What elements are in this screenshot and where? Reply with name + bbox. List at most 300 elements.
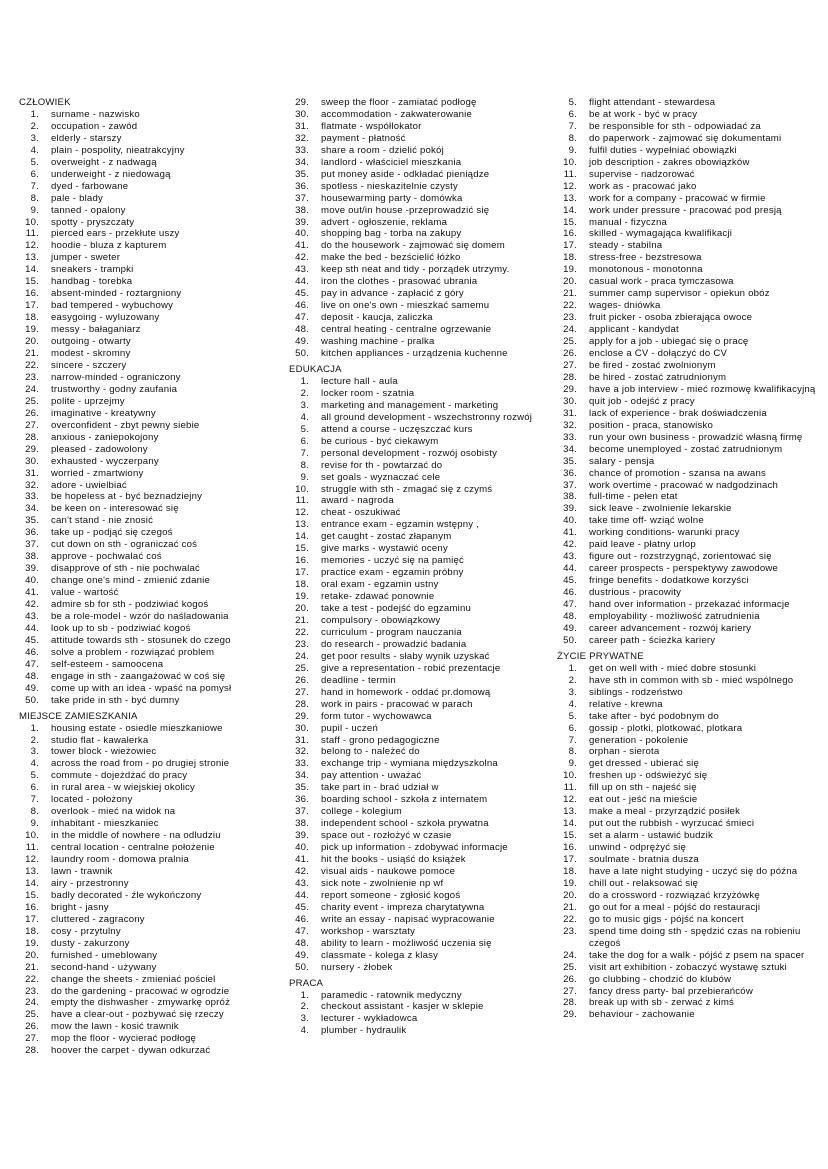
item-text: have a late night studying - uczyć się do późna [589, 866, 798, 877]
item-number: 37. [25, 539, 39, 551]
list-item [557, 408, 819, 420]
item-number: 42. [295, 252, 309, 264]
item-number: 37. [295, 192, 309, 204]
list-item [289, 806, 551, 818]
item-text: hoover the carpet - dywan odkurzać [51, 1045, 211, 1057]
list-item [19, 854, 281, 866]
item-text: fulfil duties - wypełniać obowiązki [589, 144, 737, 156]
item-number: 26. [25, 1021, 39, 1033]
list-item [557, 396, 819, 408]
list-item [289, 121, 551, 133]
item-text: cut down on sth - ograniczać coś [51, 539, 198, 551]
item-number: 12. [25, 240, 39, 252]
list-item [557, 758, 819, 770]
list-item [557, 986, 819, 998]
list-item [289, 651, 551, 663]
item-text: be curious - być ciekawym [321, 435, 439, 447]
item-text: nursery - żłobek [321, 961, 393, 973]
item-number: 44. [295, 276, 309, 288]
item-text: overlook - mieć na widok na [51, 806, 176, 818]
item-number: 47. [295, 312, 309, 324]
item-text: disapprove of sth - nie pochwalać [51, 563, 200, 575]
list-item [289, 228, 551, 240]
list-item [289, 830, 551, 842]
item-text: elderly - starszy [51, 132, 122, 144]
item-number: 35. [25, 515, 39, 527]
list-item [557, 902, 819, 914]
list-item [557, 480, 819, 492]
item-text: pierced ears - przekłute uszy [51, 228, 180, 240]
item-text: work for a company - pracować w firmie [589, 192, 766, 204]
item-number: 21. [25, 961, 39, 973]
item-number: 27. [563, 985, 577, 997]
item-text: orphan - sierota [589, 746, 660, 758]
list-item [289, 723, 551, 735]
item-number: 13. [25, 866, 39, 877]
item-number: 44. [25, 622, 39, 634]
vocab-section [557, 647, 819, 1022]
column-3 [557, 97, 819, 1021]
item-text: easygoing - wyluzowany [51, 312, 160, 324]
item-number: 39. [295, 216, 309, 228]
list-item [557, 950, 819, 962]
item-text: struggle with sth - zmagać się z czymś [321, 483, 493, 495]
item-text: payment - płatność [321, 132, 406, 144]
list-item [19, 539, 281, 551]
item-number: 23. [563, 925, 577, 937]
list-item [289, 436, 551, 448]
item-number: 38. [25, 551, 39, 563]
item-text: fill up on sth - najeść się [589, 782, 697, 794]
item-text: take after - być podobnym do [589, 710, 719, 722]
list-item [19, 491, 281, 503]
list-item [19, 408, 281, 420]
item-number: 1. [30, 722, 39, 734]
list-item [19, 324, 281, 336]
item-number: 9. [568, 144, 577, 156]
item-text: overconfident - zbyt pewny siebie [51, 419, 200, 431]
item-number: 20. [25, 336, 39, 348]
item-number: 6. [30, 782, 39, 794]
item-text: do a crossword - rozwiązać krzyżówkę [589, 889, 760, 901]
item-text: bad tempered - wybuchowy [51, 300, 174, 312]
item-text: cheat - oszukiwać [321, 507, 401, 519]
list-item [557, 336, 819, 348]
item-number: 13. [295, 519, 309, 531]
list-item [289, 687, 551, 699]
list-item [557, 252, 819, 264]
item-number: 11. [295, 495, 309, 507]
list-item [19, 252, 281, 264]
item-text: cosy - przytulny [51, 925, 121, 937]
item-number: 32. [295, 132, 309, 144]
item-text: put out the rubbish - wyrzucać śmieci [589, 818, 755, 830]
list-item [289, 181, 551, 193]
item-number: 50. [563, 634, 577, 646]
item-text: hit the books - usiąść do książek [321, 854, 466, 866]
item-text: classmate - kolega z klasy [321, 949, 439, 961]
item-number: 23. [25, 985, 39, 997]
list-item [289, 699, 551, 711]
list-item [289, 543, 551, 555]
list-item [557, 240, 819, 252]
item-text: give a representation - robić prezentacje [321, 662, 501, 674]
item-number: 1. [30, 108, 39, 120]
list-item [557, 97, 819, 109]
item-text: take part in - brać udział w [321, 782, 439, 794]
list-item [289, 555, 551, 567]
list-item [557, 711, 819, 723]
item-text: tower block - wieżowiec [51, 746, 157, 758]
item-text: pupil - uczeń [321, 722, 378, 734]
item-text: look up to sb - podziwiać kogoś [51, 622, 191, 634]
item-text: summer camp supervisor - opiekun obóz [589, 288, 770, 300]
item-text: charity event - impreza charytatywna [321, 901, 485, 913]
list-item [557, 1009, 819, 1021]
item-text: figure out - rozstrzygnąć, zorientować się [589, 551, 772, 563]
item-number: 25. [295, 662, 309, 674]
item-text: surname - nazwisko [51, 108, 140, 120]
item-text: hand in homework - oddać pr.domową [321, 686, 491, 698]
item-number: 16. [563, 842, 577, 854]
item-number: 21. [563, 288, 577, 300]
list-item [19, 217, 281, 229]
item-text: give marks - wystawić oceny [321, 543, 448, 555]
item-text: plumber - hydraulik [321, 1025, 407, 1037]
item-number: 44. [563, 563, 577, 575]
item-text: exchange trip - wymiana międzyszkolna [321, 758, 498, 770]
list-item [19, 635, 281, 647]
item-text: be hired - zostać zatrudnionym [589, 371, 727, 383]
item-text: steady - stabilna [589, 240, 663, 252]
item-text: hoodie - bluza z kapturem [51, 240, 167, 252]
list-item [289, 914, 551, 926]
list-item [289, 133, 551, 145]
list-item [557, 890, 819, 902]
item-number: 7. [30, 180, 39, 192]
item-number: 18. [25, 312, 39, 324]
list-item [289, 758, 551, 770]
item-number: 35. [295, 782, 309, 794]
list-item [19, 782, 281, 794]
list-item [289, 770, 551, 782]
item-number: 5. [300, 423, 309, 435]
item-number: 19. [563, 877, 577, 889]
list-item [289, 157, 551, 169]
list-item [557, 515, 819, 527]
list-item [19, 432, 281, 444]
item-number: 18. [25, 925, 39, 937]
item-number: 30. [25, 455, 39, 467]
item-number: 2. [30, 734, 39, 746]
item-number: 25. [563, 961, 577, 973]
list-item [289, 746, 551, 758]
item-number: 17. [563, 854, 577, 866]
list-item [19, 770, 281, 782]
item-text: take time off- wziąć wolne [589, 515, 704, 527]
list-item [19, 866, 281, 878]
item-number: 27. [25, 419, 39, 431]
item-text: paid leave - płatny urlop [589, 539, 696, 551]
item-number: 19. [25, 324, 39, 336]
list-item [289, 842, 551, 854]
item-text: narrow-minded - ograniczony [51, 371, 181, 383]
item-text: do paperwork - zajmować się dokumentami [589, 132, 782, 144]
item-text: career path - ścieżka kariery [589, 634, 716, 646]
list-item [19, 647, 281, 659]
item-text: break up with sb - zerwać z kimś [589, 997, 735, 1009]
item-text: change one's mind - zmienić zdanie [51, 575, 211, 587]
item-number: 28. [563, 997, 577, 1009]
item-number: 11. [563, 168, 577, 180]
list-item [289, 169, 551, 181]
list-item [19, 926, 281, 938]
list-item [19, 228, 281, 240]
list-item [289, 615, 551, 627]
item-text: visit art exhibition - zobaczyć wystawę sztuki [589, 961, 787, 973]
item-number: 9. [568, 758, 577, 770]
item-text: worried - zmartwiony [51, 467, 144, 479]
list-item [557, 866, 819, 878]
item-text: dyed - farbowane [51, 180, 129, 192]
item-text: live on one's own - mieszkać samemu [321, 300, 490, 312]
item-text: chance of promotion - szansa na awans [589, 467, 766, 479]
item-text: curriculum - program nauczania [321, 626, 462, 638]
item-number: 33. [25, 491, 39, 503]
item-number: 7. [568, 734, 577, 746]
item-number: 14. [295, 531, 309, 543]
item-number: 50. [25, 694, 39, 706]
list-item [289, 567, 551, 579]
item-number: 27. [563, 359, 577, 371]
item-text: shopping bag - torba na zakupy [321, 228, 462, 240]
item-text: be responsible for sth - odpowiadać za [589, 120, 761, 132]
item-number: 8. [300, 459, 309, 471]
item-number: 22. [25, 359, 39, 371]
list-item [19, 890, 281, 902]
item-number: 22. [25, 973, 39, 985]
item-number: 22. [563, 913, 577, 925]
list-item [19, 336, 281, 348]
list-item [19, 671, 281, 683]
list-item [19, 683, 281, 695]
item-number: 7. [30, 794, 39, 806]
item-number: 43. [295, 877, 309, 889]
item-text: take up - podjąć się czegoś [51, 527, 173, 539]
item-text: put money aside - odkładać pieniądze [321, 168, 490, 180]
item-number: 13. [563, 806, 577, 818]
item-text: enclose a CV - dołączyć do CV [589, 348, 728, 360]
item-number: 6. [300, 435, 309, 447]
item-text: accommodation - zakwaterowanie [321, 108, 473, 120]
item-number: 3. [30, 746, 39, 758]
item-number: 15. [563, 216, 577, 228]
list-item [19, 695, 281, 707]
item-text: award - nagroda [321, 495, 394, 507]
item-text: admire sb for sth - podziwiać kogoś [51, 599, 209, 611]
item-text: do the housework - zajmować się domem [321, 240, 505, 252]
item-number: 41. [295, 240, 309, 252]
item-number: 14. [563, 818, 577, 830]
list-item [557, 121, 819, 133]
item-text: housing estate - osiedle mieszkaniowe [51, 722, 223, 734]
item-number: 16. [25, 901, 39, 913]
item-number: 24. [563, 949, 577, 961]
list-item [19, 938, 281, 950]
list-item [289, 639, 551, 651]
list-item [557, 997, 819, 1009]
list-item [557, 205, 819, 217]
item-number: 28. [25, 431, 39, 443]
item-number: 11. [563, 782, 577, 794]
item-number: 36. [295, 794, 309, 806]
item-text: independent school - szkoła prywatna [321, 818, 489, 830]
item-text: eat out - jeść na mieście [589, 794, 698, 806]
list-item [289, 324, 551, 336]
item-number: 4. [300, 1025, 309, 1037]
item-text: get poor results - słaby wynik uzyskać [321, 650, 490, 662]
item-number: 42. [25, 599, 39, 611]
list-item [19, 420, 281, 432]
item-number: 8. [30, 806, 39, 818]
list-item [19, 1033, 281, 1045]
item-number: 43. [25, 610, 39, 622]
item-number: 48. [25, 670, 39, 682]
item-text: overweight - z nadwagą [51, 156, 157, 168]
item-text: attend a course - uczęszczać kurs [321, 423, 473, 435]
item-text: move out/in house -przeprowadzić się [321, 204, 490, 216]
list-item [289, 531, 551, 543]
list-item [19, 360, 281, 372]
list-item [557, 372, 819, 384]
list-item [289, 312, 551, 324]
list-item [289, 663, 551, 675]
item-number: 10. [25, 216, 39, 228]
list-item [557, 806, 819, 818]
item-text: in rural area - w wiejskiej okolicy [51, 782, 196, 794]
vocab-section [557, 97, 819, 647]
item-text: take pride in sth - być dumny [51, 694, 180, 706]
list-item [557, 818, 819, 830]
list-item [289, 1013, 551, 1025]
item-number: 29. [295, 710, 309, 722]
item-text: be at work - być w pracy [589, 108, 698, 120]
list-item [289, 264, 551, 276]
item-text: empty the dishwasher - zmywarkę opróż [51, 997, 231, 1009]
item-number: 18. [563, 866, 577, 877]
item-text: be hopeless at - być beznadziejny [51, 491, 203, 503]
column-2 [289, 97, 551, 1037]
item-text: commute - dojeżdżać do pracy [51, 770, 188, 782]
item-text: lecture hall - aula [321, 375, 398, 387]
item-number: 26. [25, 407, 39, 419]
item-text: value - wartość [51, 587, 119, 599]
item-text: generation - pokolenie [589, 734, 689, 746]
list-item [289, 866, 551, 878]
item-text: studio flat - kawalerka [51, 734, 149, 746]
item-number: 4. [30, 144, 39, 156]
item-text: oral exam - egzamin ustny [321, 579, 439, 591]
item-text: occupation - zawód [51, 120, 138, 132]
list-item [289, 579, 551, 591]
item-number: 24. [295, 650, 309, 662]
list-item [19, 962, 281, 974]
list-item [557, 575, 819, 587]
list-item [289, 938, 551, 950]
item-text: flatmate - współlokator [321, 120, 422, 132]
item-text: pay attention - uważać [321, 770, 422, 782]
item-text: retake- zdawać ponownie [321, 591, 435, 603]
item-number: 11. [25, 842, 39, 854]
item-text: adore - uwielbiać [51, 479, 127, 491]
item-text: career prospects - perspektywy zawodowe [589, 563, 779, 575]
item-text: work in pairs - pracować w parach [321, 698, 473, 710]
item-number: 33. [295, 758, 309, 770]
item-text: chill out - relaksować się [589, 877, 699, 889]
item-number: 24. [563, 324, 577, 336]
list-item [557, 145, 819, 157]
item-text: make a meal - przyrządzić posiłek [589, 806, 741, 818]
item-text: change the sheets - zmieniać pościel [51, 973, 216, 985]
item-number: 46. [295, 913, 309, 925]
item-number: 4. [568, 698, 577, 710]
list-item [289, 782, 551, 794]
item-text: keep sth neat and tidy - porządek utrzymy. [321, 264, 510, 276]
item-text: employability - możliwość zatrudnienia [589, 610, 760, 622]
item-text: do research - prowadzić badania [321, 638, 467, 650]
list-item [557, 926, 819, 950]
item-text: take the dog for a walk - pójść z psem na spacer [589, 949, 805, 961]
list-item [557, 133, 819, 145]
list-item [19, 758, 281, 770]
item-number: 26. [563, 348, 577, 360]
list-item [557, 782, 819, 794]
item-text: sweep the floor - zamiatać podłogę [321, 97, 477, 108]
item-text: go out for a meal - pójść do restauracji [589, 901, 761, 913]
list-item [289, 1001, 551, 1013]
list-item [19, 974, 281, 986]
list-item [557, 527, 819, 539]
item-text: jumper - sweter [51, 252, 121, 264]
item-number: 17. [563, 240, 577, 252]
list-item [557, 348, 819, 360]
list-item [19, 842, 281, 854]
item-number: 12. [563, 794, 577, 806]
item-text: sincere - szczery [51, 359, 127, 371]
item-number: 30. [563, 395, 577, 407]
item-number: 33. [295, 144, 309, 156]
item-text: get dressed - ubierać się [589, 758, 700, 770]
list-item [557, 503, 819, 515]
item-number: 10. [295, 483, 309, 495]
list-item [557, 699, 819, 711]
item-text: space out - rozłożyć w czasie [321, 830, 452, 842]
item-number: 34. [25, 503, 39, 515]
item-number: 39. [563, 503, 577, 515]
item-text: applicant - kandydat [589, 324, 679, 336]
list-item [19, 145, 281, 157]
item-number: 20. [25, 949, 39, 961]
list-item [557, 300, 819, 312]
item-number: 47. [25, 658, 39, 670]
item-text: work as - pracować jako [589, 180, 697, 192]
list-item [289, 1025, 551, 1037]
item-number: 2. [300, 387, 309, 399]
item-text: deadline - termin [321, 674, 396, 686]
item-number: 21. [25, 348, 39, 360]
item-number: 5. [568, 97, 577, 108]
item-text: pleased - zadowolony [51, 443, 148, 455]
